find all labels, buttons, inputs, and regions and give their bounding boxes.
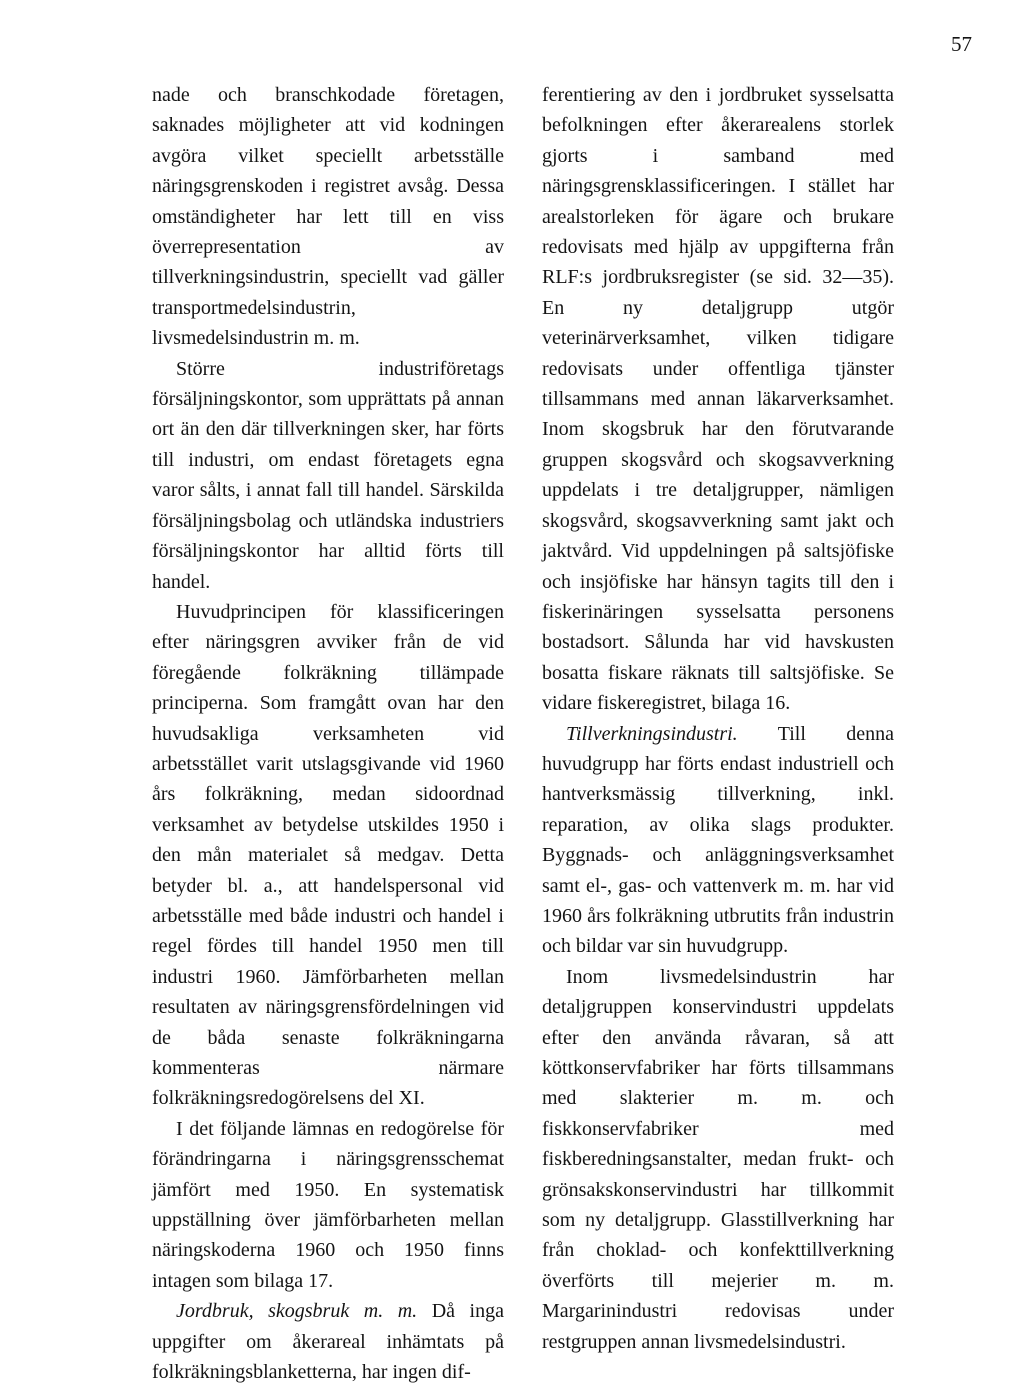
paragraph-continuation: ferentiering av den i jordbruket sysselsatta befolkningen efter åkerarealens storlek gjorts i samband med näringsgrensklassificeringen. I stället har arealstorleken för ägare och brukare redovisats med hjälp av uppgifterna från RLF:s jordbruksregister (se sid. 32—35). En ny detaljgrupp utgör veterinärverksamhet, vilken tidigare redovisats under offentliga tjänster tillsammans med annan läkarverksamhet. Inom skogsbruk har den förutvarande gruppen skogsvård och skogsavverkning uppdelats i tre detaljgrupper, nämligen skogsvård, skogsavverkning samt jakt och jaktvård. Vid uppdelningen på saltsjöfiske och insjöfiske har hänsyn tagits till den i fiskerinäringen sysselsatta personens bostadsort. Sålunda har vid havskusten bosatta fiskare räknats till saltsjöfiske. Se vidare fiskeregistret, bilaga 16.: [542, 84, 894, 715]
paragraph: Inom livsmedelsindustrin har detaljgruppen konservindustri uppdelats efter den använda råvaran, så att köttkonservfabriker har förts tillsammans med slakterier m. m. och fiskkonservfabriker med fiskberedningsanstalter, medan frukt- och grönsakskonservindustri har tillkommit som ny detaljgrupp. Glasstillverkning har från choklad- och konfekttillverkning överförts till mejerier m. m. Margarinindustri redovisas under restgruppen annan livsmedelsindustri.: [542, 965, 894, 1353]
paragraph: I det följande lämnas en redogörelse för förändringarna i näringsgrensschemat jämfört med 1950. En systematisk uppställning över jämförbarheten mellan näringskoderna 1960 och 1950 finns intagen som bilaga 17.: [152, 1117, 504, 1292]
paragraph-jordbruk: [152, 1296, 504, 1387]
left-column: [152, 80, 504, 1387]
paragraph-tillverkningsindustri: [542, 719, 894, 962]
paragraph: Huvudprincipen för klassificeringen efter näringsgren avviker från de vid föregående folkräkning tillämpade principerna. Som framgått ovan har den huvudsakliga verksamheten vid arbetsstället varit utslagsgivande vid 1960 års folkräkning, medan sidoordnad verksamhet av betydelse utskildes 1950 i den mån materialet så medgav. Detta betyder bl. a., att handelspersonal vid arbetsställe med både industri och handel i regel fördes till handel 1950 men till industri 1960. Jämförbarheten mellan resultaten av näringsgrensfördelningen vid de båda senaste folkräkningarna kommenteras närmare folkräkningsredogörelsens del XI.: [152, 600, 504, 1110]
paragraph: Större industriföretags försäljningskontor, som upprättats på annan ort än den där tillverkningen sker, har förts till industri, om endast företagets egna varor sålts, i annat fall till handel. Särskilda försäljningsbolag och utländska industriers försäljningskontor har alltid förts till handel.: [152, 357, 504, 593]
paragraph-text: Till denna huvudgrupp har förts endast industriell och hantverksmässig tillverkning, inkl. reparation, av olika slags produkter. Byggnads- och anläggningsverksamhet samt el-, gas- och vattenverk m. m. har vid 1960 års folkräkning utbrutits från industrin och bildar var sin huvudgrupp.: [542, 722, 894, 958]
right-column: [542, 80, 894, 1357]
paragraph-text: Då inga uppgifter om åkerareal inhämtats på folkräkningsblanketterna, har ingen dif-: [152, 1300, 504, 1384]
section-heading-tillverkningsindustri: Tillverkningsindustri.: [566, 722, 738, 745]
section-heading-jordbruk: Jordbruk, skogsbruk m. m.: [176, 1300, 418, 1323]
page-number: 57: [951, 32, 972, 56]
paragraph-continuation: nade och branschkodade företagen, saknades möjligheter att vid kodningen avgöra vilket speciellt arbetsställe näringsgrenskoden i registret avsåg. Dessa omständigheter har lett till en viss överrepresentation av tillverkningsindustrin, speciellt vad gäller transportmedelsindustrin, livsmedelsindustrin m. m.: [152, 84, 504, 350]
